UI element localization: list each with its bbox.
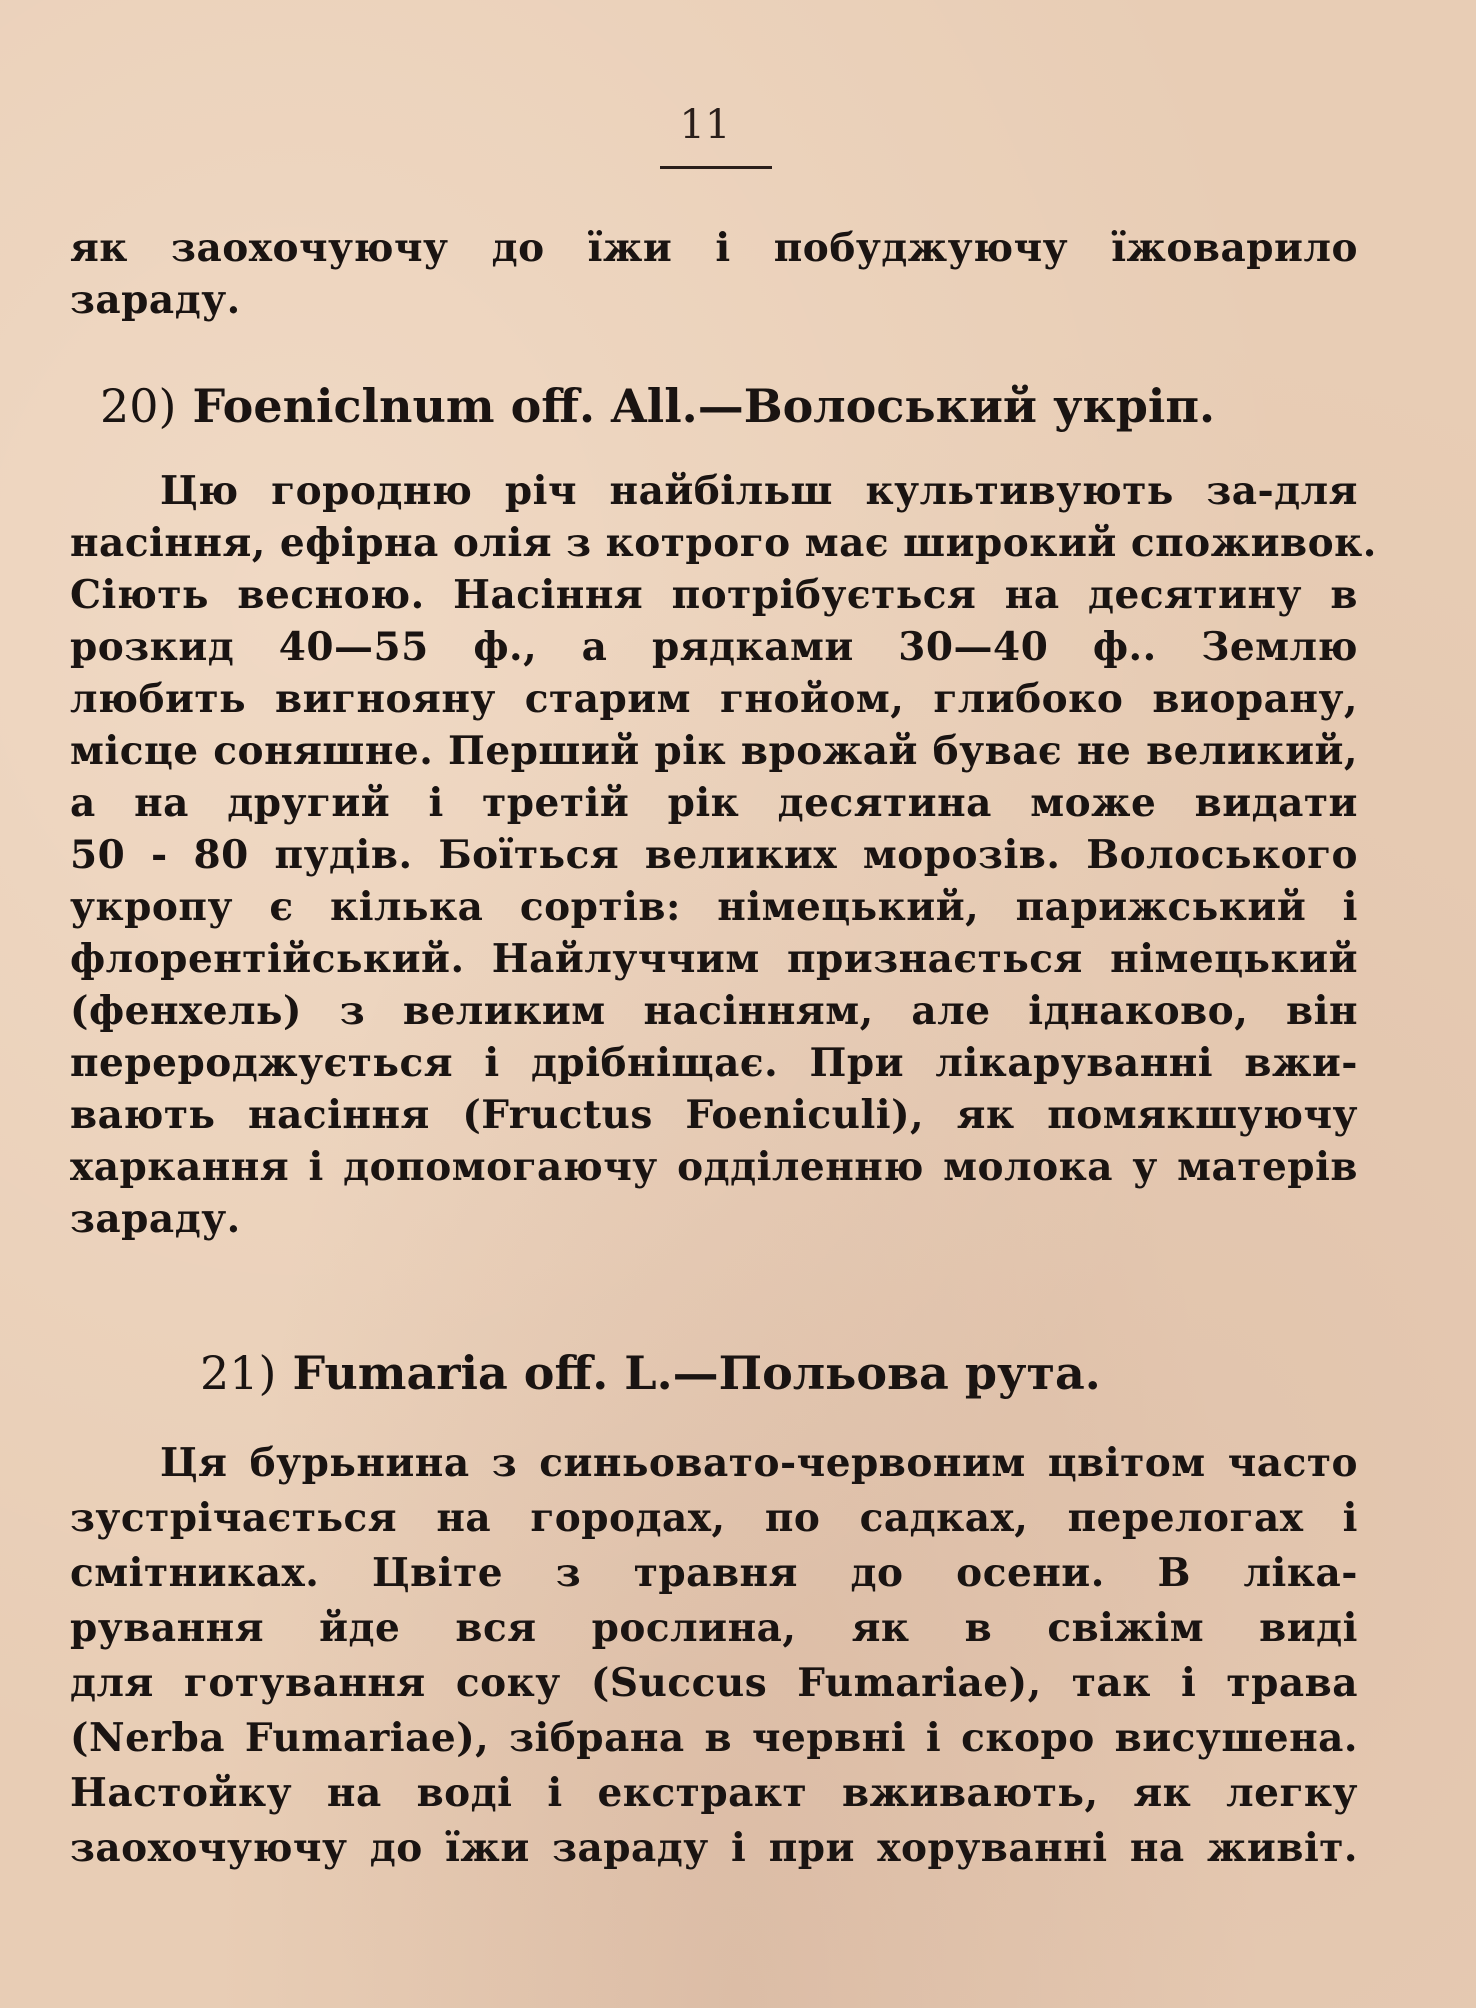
section-20-line: любить вигнояну старим гнойом, глибоко виорану, xyxy=(70,676,1358,722)
section-21-line: (Nerba Fumariae), зібрана в червні і скоро висушена. xyxy=(70,1715,1358,1761)
section-21-line: зустрічається на городах, по садках, перелогах і xyxy=(70,1495,1358,1541)
section-20-line: (фенхель) з великим насінням, але іднаково, він xyxy=(70,988,1358,1034)
intro-line-2: зараду. xyxy=(70,277,241,323)
section-20-line: укропу є кілька сортів: німецький, парижський і xyxy=(70,884,1358,930)
section-21-line: заохочуючу до їжи зараду і при хоруванні на живіт. xyxy=(70,1825,1358,1871)
section-20-line: місце соняшне. Перший рік врожай буває не великий, xyxy=(70,728,1358,774)
section-21-heading xyxy=(200,1343,1101,1403)
section-21-line: Настойку на воді і екстракт вживають, як легку xyxy=(70,1770,1358,1816)
section-20-line: Сіють весною. Насіння потрібується на десятину в xyxy=(70,572,1358,618)
section-20-number: 20) xyxy=(100,379,177,433)
section-20-line: флорентійський. Найлуччим признається німецький xyxy=(70,936,1358,982)
page-number: 11 xyxy=(679,102,731,148)
section-21-number: 21) xyxy=(200,1346,277,1400)
section-20-line: насіння, ефірна олія з котрого має широкий споживок. xyxy=(70,520,1377,566)
section-21-line: рування йде вся рослина, як в свіжім виді xyxy=(70,1605,1358,1651)
page-number-rule xyxy=(660,166,772,169)
section-21-line: Ця бурьнина з синьовато-червоним цвітом часто xyxy=(160,1440,1358,1486)
section-20-line: 50 - 80 пудів. Боїться великих морозів. Волоського xyxy=(70,832,1358,878)
section-20-line: розкид 40—55 ф., а рядками 30—40 ф.. Землю xyxy=(70,624,1358,670)
section-20-line: харкання і допомогаючу одділенню молока у матерів xyxy=(70,1144,1358,1190)
section-20-line: зараду. xyxy=(70,1196,241,1242)
section-21-line: смітниках. Цвіте з травня до осени. В ліка- xyxy=(70,1550,1358,1596)
section-21-line: для готування соку (Succus Fumariae), так і трава xyxy=(70,1660,1358,1706)
section-20-line: перероджується і дрібніщає. При лікаруванні вжи- xyxy=(70,1040,1358,1086)
section-20-heading xyxy=(100,376,1215,436)
section-20-line: вають насіння (Fructus Foeniculi), як помякшуючу xyxy=(70,1092,1358,1138)
intro-line-1: як заохочуючу до їжи і побуджуючу їжоварило xyxy=(70,225,1358,271)
section-20-line: а на другий і третій рік десятина може видати xyxy=(70,780,1358,826)
section-20-title: Foeniclnum off. All.—Волоський укріп. xyxy=(192,379,1216,433)
section-20-line: Цю городню річ найбільш культивують за-для xyxy=(160,468,1358,514)
section-21-title: Fumaria off. L.—Польова рута. xyxy=(292,1346,1101,1400)
